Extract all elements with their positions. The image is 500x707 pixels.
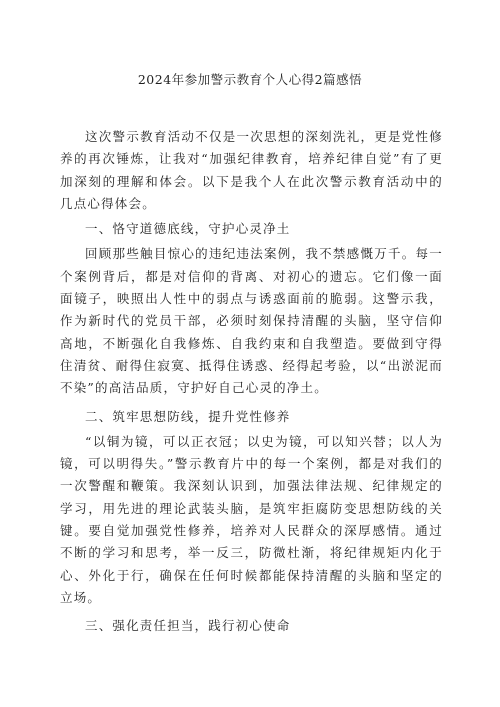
intro-paragraph: 这次警示教育活动不仅是一次思想的深刻洗礼，更是党性修养的再次锤炼，让我对“加强纪律教育，培养纪律自觉”有了更加深刻的理解和体会。以下是我个人在此次警示教育活动中的几点心得体会。 [60, 129, 443, 211]
section-2-paragraph: “以铜为镜，可以正衣冠；以史为镜，可以知兴替；以人为镜，可以明得失。”警示教育片中的每一个案例，都是对我们的一次警醒和鞭策。我深刻认识到，加强法律法规、纪律规定的学习，用先进的理论武装头脑，是筑牢拒腐防变思想防线的关键。要自觉加强党性修养，培养对人民群众的深厚感情。通过不断的学习和思考，举一反三，防微杜渐，将纪律规矩内化于心、外化于行，确保在任何时候都能保持清醒的头脑和坚定的立场。 [60, 433, 443, 605]
section-3-heading: 三、强化责任担当，践行初心使命 [85, 618, 291, 634]
document-title: 2024年参加警示教育个人心得2篇感悟 [137, 72, 363, 87]
section-2-heading: 二、筑牢思想防线，提升党性修养 [85, 408, 291, 424]
section-1-heading: 一、恪守道德底线，守护心灵净土 [85, 221, 291, 237]
document-body [60, 126, 443, 638]
section-1-paragraph: 回顾那些触目惊心的违纪违法案例，我不禁感慨万千。每一个案例背后，都是对信仰的背离、对初心的遗忘。它们像一面面镜子，映照出人性中的弱点与诱惑面前的脆弱。这警示我，作为新时代的党员干部，必须时刻保持清醒的头脑，坚守信仰高地，不断强化自我修炼、自我约束和自我塑造。要做到守得住清贫、耐得住寂寞、抵得住诱惑、经得起考验，以“出淤泥而不染”的高洁品质，守护好自己心灵的净土。 [60, 246, 443, 396]
